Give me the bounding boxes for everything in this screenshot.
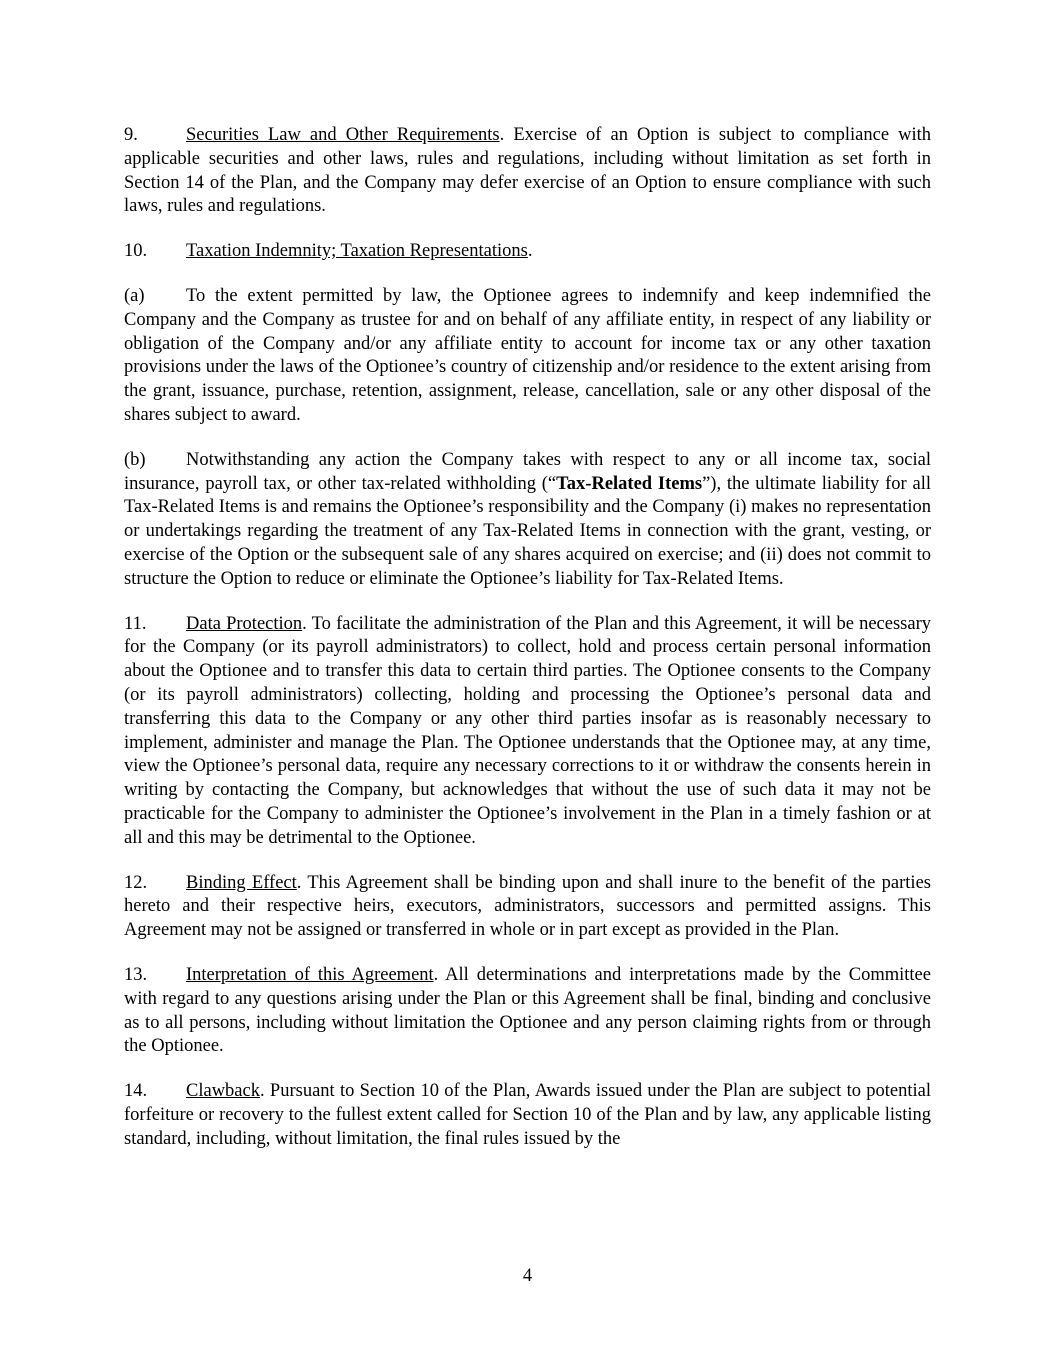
page-number: 4: [522, 1266, 533, 1286]
section-10-taxation-indemnity: [124, 240, 931, 264]
section-heading: Securities Law and Other Requirements: [186, 125, 500, 145]
section-9-securities-law: [124, 124, 931, 219]
section-number: 10.: [124, 241, 148, 262]
subsection-text-after: ”), the ultimate liability for all Tax-Related Items is and remains the Optionee’s responsibility and the Company (i) makes no representation or undertakings regarding the treatment of any Tax-Related Items in connection with the grant, vesting, or exercise of the Option or the subsequent sale of any shares acquired on exercise; and (ii) does not commit to structure the Option to reduce or eliminate the Optionee’s liability for Tax-Related Items.: [124, 473, 931, 589]
section-heading: Taxation Indemnity; Taxation Representations: [186, 241, 528, 262]
section-text: . Pursuant to Section 10 of the Plan, Awards issued under the Plan are subject to potential forfeiture or recovery to the fullest extent called for Section 10 of the Plan and by law, any applicable listing standard, including, without limitation, the final rules issued by the: [124, 1081, 931, 1149]
section-number: 13.: [124, 964, 148, 985]
defined-term: Tax-Related Items: [556, 473, 703, 494]
section-11-data-protection: [124, 613, 931, 851]
section-text: . All determinations and interpretations made by the Committee with regard to any questions arising under the Plan or this Agreement shall be final, binding and conclusive as to all persons, including without limitation the Optionee and any person claiming rights from or through the Optionee.: [124, 964, 931, 1057]
section-number: 12.: [124, 872, 148, 893]
section-13-interpretation: [124, 964, 931, 1059]
section-number: 9.: [124, 125, 138, 145]
subsection-number: (b): [124, 449, 146, 470]
subsection-text-before: Notwithstanding any action the Company takes with respect to any or all income tax, social insurance, payroll tax, or other tax-related withholding (“: [124, 449, 931, 494]
section-12-binding-effect: [124, 872, 931, 943]
section-heading: Data Protection: [186, 613, 303, 634]
section-number: 14.: [124, 1081, 148, 1102]
section-text: . To facilitate the administration of the Plan and this Agreement, it will be necessary for the Company (or its payroll administrators) to collect, hold and process certain personal information about the Optionee and to transfer this data to certain third parties. The Optionee consents to the Company (or its payroll administrators) collecting, holding and processing the Optionee’s personal data and transferring this data to the Company or any other third parties insofar as is reasonably necessary to implement, administer and manage the Plan. The Optionee understands that the Optionee may, at any time, view the Optionee’s personal data, require any necessary corrections to it or withdraw the consents herein in writing by contacting the Company, but acknowledges that without the use of such data it may not be practicable for the Company to administer the Optionee’s involvement in the Plan in a timely fashion or at all and this may be detrimental to the Optionee.: [124, 613, 931, 848]
section-10b-tax-related-items: [124, 449, 931, 592]
subsection-number: (a): [124, 285, 145, 306]
section-heading: Binding Effect: [186, 872, 297, 893]
section-10a-indemnify: [124, 285, 931, 428]
section-heading: Interpretation of this Agreement: [186, 964, 434, 985]
section-text: .: [527, 241, 533, 262]
section-heading: Clawback: [186, 1081, 260, 1102]
section-14-clawback: [124, 1080, 931, 1151]
subsection-text: To the extent permitted by law, the Optionee agrees to indemnify and keep indemnified the Company and the Company as trustee for and on behalf of any affiliate entity, in respect of any liability or obligation of the Company and/or any affiliate entity to account for income tax or any other taxation provisions under the laws of the Optionee’s country of citizenship and/or residence to the extent arising from the grant, issuance, purchase, retention, assignment, release, cancellation, sale or any other disposal of the shares subject to award.: [124, 285, 931, 425]
section-text: . This Agreement shall be binding upon and shall inure to the benefit of the parties hereto and their respective heirs, executors, administrators, successors and permitted assigns. This Agreement may not be assigned or transferred in whole or in part except as provided in the Plan.: [124, 872, 931, 941]
section-number: 11.: [124, 613, 147, 634]
document-page: [124, 124, 931, 1172]
section-text: . Exercise of an Option is subject to compliance with applicable securities and other laws, rules and regulations, including without limitation as set forth in Section 14 of the Plan, and the Company may defer exercise of an Option to ensure compliance with such laws, rules and regulations.: [124, 125, 931, 217]
